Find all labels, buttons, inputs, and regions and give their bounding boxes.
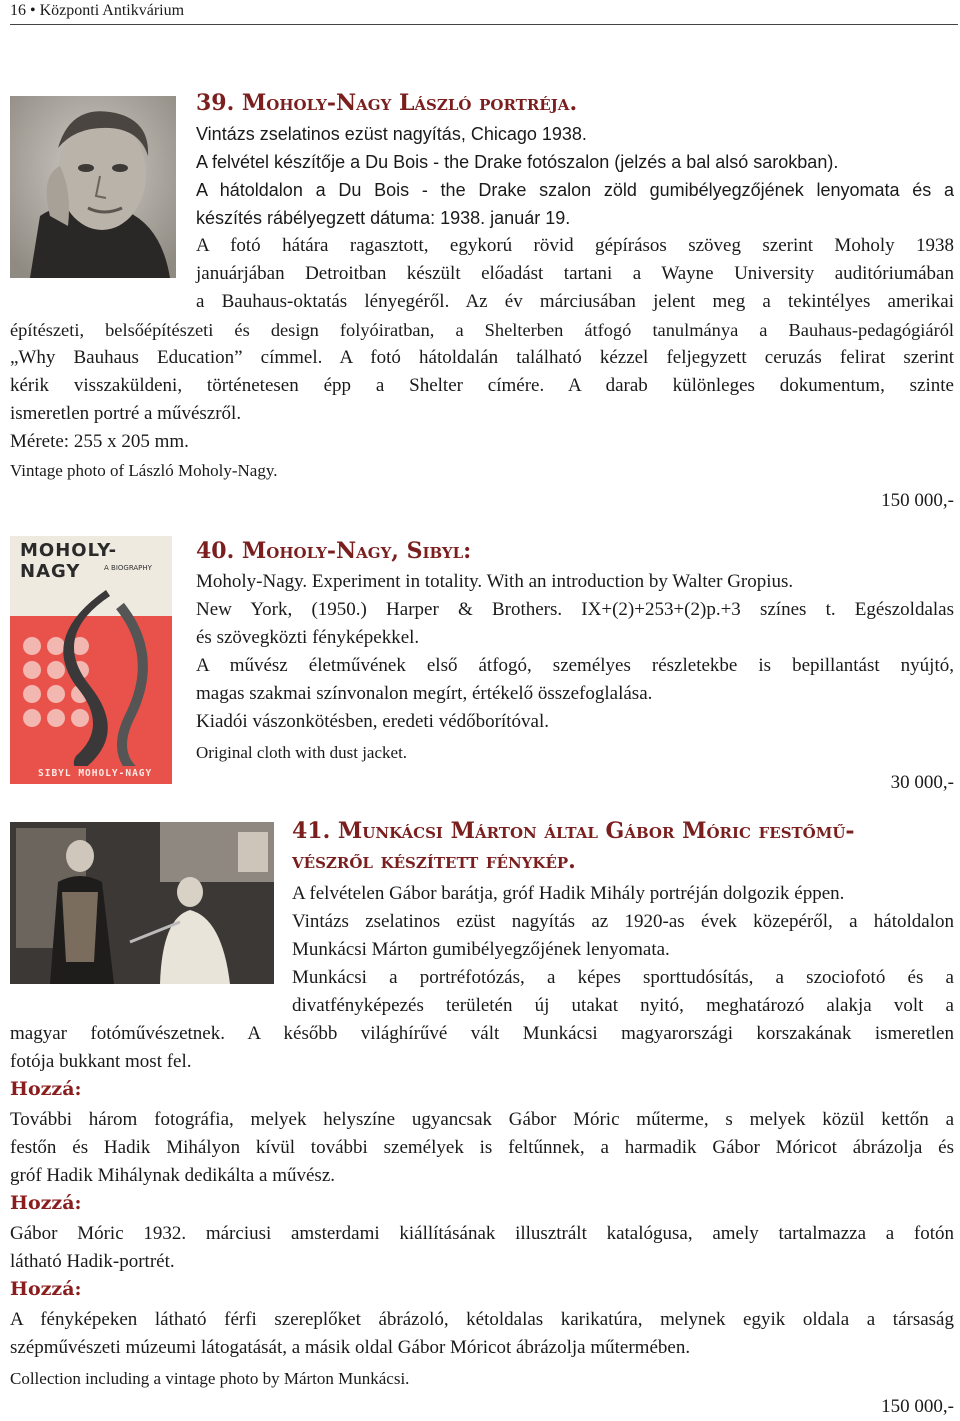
item-39-line: kérik visszaküldeni, történetesen épp a Shelter címére. A darab különleges dokumentum, szinte <box>10 375 954 396</box>
addition-label: Hozzá: <box>10 1192 82 1214</box>
item-39-price: 150 000,- <box>881 490 954 511</box>
moholy-nagy-portrait-photo <box>10 96 176 278</box>
cover-subtitle: A BIOGRAPHY <box>104 564 152 572</box>
item-40-line: Kiadói vászonkötésben, eredeti védőborítóval. <box>196 711 549 732</box>
item-40-line: Moholy-Nagy. Experiment in totality. With an introduction by Walter Gropius. <box>196 571 794 592</box>
item-41-line: Munkácsi a portréfotózás, a képes sporttudósítás, a szociofotó és a <box>292 967 954 988</box>
item-40-english: Original cloth with dust jacket. <box>196 743 408 762</box>
addition-1-line: További három fotográfia, melyek helyszíne ugyancsak Gábor Móric műterme, s melyek közül kettőn a <box>10 1109 954 1130</box>
item-39-line: a Bauhaus-oktatás lényegéről. Az év márciusában jelent meg a tekintélyes amerikai <box>196 291 954 312</box>
item-39-line: készítés rábélyegzett dátuma: 1938. január 19. <box>196 208 571 228</box>
item-39-title: 39. Moholy-Nagy László portréja. <box>196 90 578 116</box>
addition-label: Hozzá: <box>10 1278 82 1300</box>
portrait-image <box>10 96 176 278</box>
addition-1-line: gróf Hadik Mihálynak dedikálta a művész. <box>10 1165 336 1186</box>
item-41-english: Collection including a vintage photo by Márton Munkácsi. <box>10 1369 410 1388</box>
item-40-line: magas szakmai színvonalon megírt, értékelő összefoglalása. <box>196 683 653 704</box>
item-39-line: építészeti, belsőépítészeti és design folyóiratban, a Shelterben átfogó tanulmánya a Bauhaus-pedagógiáról <box>10 320 954 340</box>
item-41-line: fotója bukkant most fel. <box>10 1051 192 1072</box>
item-39-line: Vintázs zselatinos ezüst nagyítás, Chicago 1938. <box>196 124 587 144</box>
addition-3-line: szépművészeti múzeumi látogatását, a másik oldal Gábor Móricot ábrázolja műtermében. <box>10 1337 691 1358</box>
addition-2-line: Gábor Móric 1932. márciusi amsterdami kiállításának illusztrált katalógusa, amely tartalmazza a fotón <box>10 1223 954 1244</box>
page-header <box>10 0 958 25</box>
item-41-price: 150 000,- <box>881 1396 954 1417</box>
item-39-line: januárjában Detroitban készült előadást tartani a Wayne University auditóriumában <box>196 263 954 284</box>
item-41-title-cont: vészről készített fénykép. <box>292 848 576 874</box>
item-41-title: 41. Munkácsi Márton által Gábor Móric festőmű- <box>292 818 855 844</box>
addition-2-line: látható Hadik-portrét. <box>10 1251 175 1272</box>
item-39-english: Vintage photo of László Moholy-Nagy. <box>10 461 278 480</box>
item-40-line: New York, (1950.) Harper & Brothers. IX+(2)+253+(2)p.+3 színes t. Egészoldalas <box>196 599 954 620</box>
item-39-line: „Why Bauhaus Education” címmel. A fotó hátoldalán található kézzel feljegyzett ceruzás felirat szerint <box>10 347 954 368</box>
cover-title: MOHOLY-NAGY <box>20 540 118 582</box>
item-40-title: 40. Moholy-Nagy, Sibyl: <box>196 538 472 564</box>
item-40-line: és szövegközti fényképekkel. <box>196 627 420 648</box>
item-40-line: A művész életművének első átfogó, személyes részletekbe is bepillantást nyújtó, <box>196 655 954 676</box>
book-cover-photo <box>10 536 172 784</box>
item-39-line: A fotó hátára ragasztott, egykorú rövid gépírásos szöveg szerint Moholy 1938 <box>196 235 954 256</box>
page-header-text: 16 • Központi Antikvárium <box>10 2 185 19</box>
item-41-line: magyar fotóművészetnek. A később világhírűvé vált Munkácsi magyarországi korszakának ismeretlen <box>10 1023 954 1044</box>
studio-image <box>10 822 274 984</box>
item-39-line: A felvétel készítője a Du Bois - the Drake fotószalon (jelzés a bal alsó sarokban). <box>196 152 839 172</box>
addition-label: Hozzá: <box>10 1078 82 1100</box>
item-40-price: 30 000,- <box>890 772 954 793</box>
addition-3-line: A fényképeken látható férfi szereplőket ábrázoló, kétoldalas karikatúra, melynek egyik oldala a társaság <box>10 1309 954 1330</box>
item-41-line: A felvételen Gábor barátja, gróf Hadik Mihály portréján dolgozik éppen. <box>292 883 845 904</box>
item-39-line: A hátoldalon a Du Bois - the Drake szalon zöld gumibélyegzőjének lenyomata és a <box>196 180 954 200</box>
item-41-line: Vintázs zselatinos ezüst nagyítás az 1920-as évek közepéről, a hátoldalon <box>292 911 954 932</box>
item-39-line: ismeretlen portré a művészről. <box>10 403 242 424</box>
cover-author: SIBYL MOHOLY-NAGY <box>38 768 153 779</box>
addition-1-line: festőn és Hadik Mihályon kívül további személyek is feltűnnek, a harmadik Gábor Móricot ábrázolja és <box>10 1137 954 1158</box>
item-41-line: Munkácsi Márton gumibélyegzőjének lenyomata. <box>292 939 670 960</box>
item-41-line: divatfényképezés területén új utakat nyitó, meghatározó alakja volt a <box>292 995 954 1016</box>
item-39-size: Mérete: 255 x 205 mm. <box>10 431 189 452</box>
munkacsi-studio-photo <box>10 822 274 984</box>
